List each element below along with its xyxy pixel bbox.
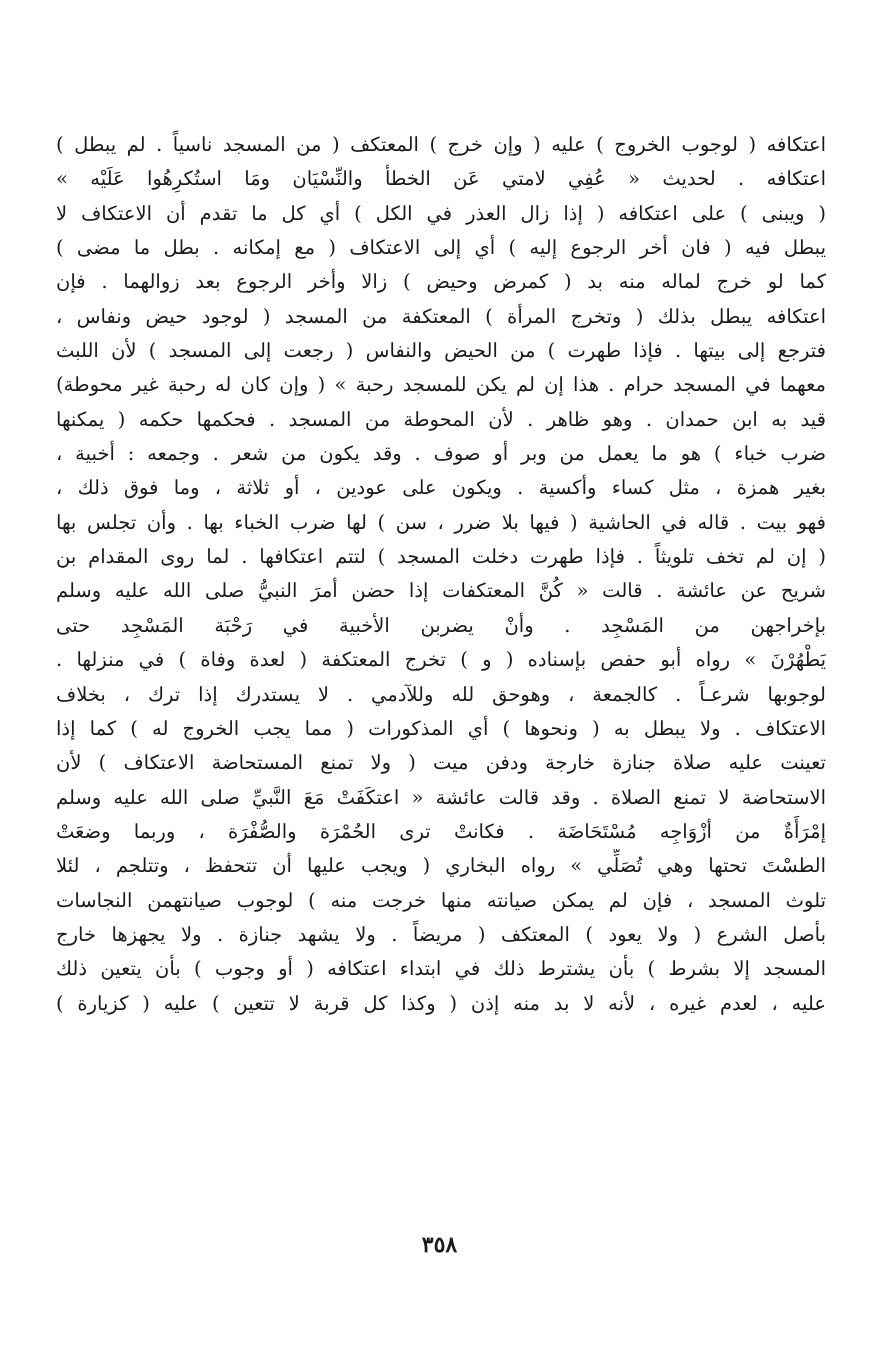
text-line: يبطل فيه ( فان أخر الرجوع إليه ) أي إلى الاعتكاف ( مع إمكانه . بطل ما مضى ) xyxy=(56,236,826,260)
text-line: فهو بيت . قاله في الحاشية ( فيها بلا ضرر ، سن ) لها ضرب الخباء بها . وأن تجلس بها xyxy=(56,510,826,534)
page-number: ٣٥٨ xyxy=(421,1232,458,1258)
text-line: ضرب خباء ) هو ما يعمل من وبر أو صوف . وقد يكون من شعر . وجمعه : أخبية ، xyxy=(56,442,826,466)
text-line: بغير همزة ، مثل كساء وأكسية . ويكون على عودين ، أو ثلاثة ، وما فوق ذلك ، xyxy=(56,476,826,500)
text-line: بأصل الشرع ( ولا يعود ) المعتكف ( مريضاً . ولا يشهد جنازة . ولا يجهزها خارج xyxy=(56,922,826,946)
text-line: الاعتكاف . ولا يبطل به ( ونحوها ) أي المذكورات ( مما يجب الخروج له ) كما إذا xyxy=(56,716,826,740)
text-line: تلوث المسجد ، فإن لم يمكن صيانته منها خرجت منه ) لوجوب صيانتهمن النجاسات xyxy=(56,888,826,912)
text-line: اعتكافه . لحديث « عُفِي لامتي عَن الخطأ والنِّسْيَان ومَا استُكرِهُوا عَلَيْه » xyxy=(56,167,826,191)
text-line: المسجد إلا بشرط ) بأن يشترط ذلك في ابتداء اعتكافه ( أو وجوب ) بأن يتعين ذلك xyxy=(56,957,826,981)
text-line: اعتكافه ( لوجوب الخروج ) عليه ( وإن خرج ) المعتكف ( من المسجد ناسياً . لم يبطل ) xyxy=(56,133,826,156)
text-line: ( ويبنى ) على اعتكافه ( إذا زال العذر في الكل ) أي كل ما تقدم أن الاعتكاف لا xyxy=(56,201,826,225)
body-text xyxy=(56,128,826,1021)
text-line: شريح عن عائشة . قالت « كُنَّ المعتكفات إذا حضن أمرَ النبيُّ صلى الله عليه وسلم xyxy=(56,579,826,603)
text-line: الطسْتَ تحتها وهي تُصَلِّي » رواه البخاري ( ويجب عليها أن تتحفظ ، وتتلجم ، لئلا xyxy=(56,854,826,878)
text-line: اعتكافه يبطل بذلك ( وتخرج المرأة ) المعتكفة من المسجد ( لوجود حيض ونفاس ، xyxy=(56,304,826,328)
text-line: تعينت عليه صلاة جنازة خارجة ودفن ميت ( ولا تمنع المستحاضة الاعتكاف ) لأن xyxy=(56,751,826,775)
text-line: لوجوبها شرعـاً . كالجمعة ، وهوحق لله وللآدمي . لا يستدرك إذا ترك ، بخلاف xyxy=(56,682,826,706)
text-line: ( إن لم تخف تلويثاً . فإذا طهرت دخلت المسجد ) لتتم اعتكافها . لما روى المقدام بن xyxy=(56,545,826,569)
text-line: الاستحاضة لا تمنع الصلاة . وقد قالت عائشة « اعتكَفَتْ مَعَ النَّبيِّ صلى الله عليه وسلم xyxy=(56,785,826,809)
text-line: كما لو خرج لماله منه بد ( كمرض وحيض ) زالا وأخر الرجوع بعد زوالهما . فإن xyxy=(56,270,826,294)
text-line: فترجع إلى بيتها . فإذا طهرت ) من الحيض والنفاس ( رجعت إلى المسجد ) لأن اللبث xyxy=(56,339,826,363)
text-line: قيد به ابن حمدان . وهو ظاهر . لأن المحوطة من المسجد . فحكمها حكمه ( يمكنها xyxy=(56,407,826,431)
text-line: إمْرَأَةٌ من أزْوَاجِه مُسْتَحَاضَة . فكانتْ ترى الحُمْرَة والصُّفْرَة ، وربما وضعَتْ xyxy=(56,819,826,843)
text-line: يَطْهُرْنَ » رواه أبو حفص بإسناده ( و ) تخرج المعتكفة ( لعدة وفاة ) في منزلها . xyxy=(56,648,826,672)
text-line: بإخراجهن من المَسْجِد . وأنْ يضربن الأخبية في رَحْبَة المَسْجِد حتى xyxy=(56,613,826,637)
text-line: عليه ، لعدم غيره ، لأنه لا بد منه إذن ( وكذا كل قربة لا تتعين ) عليه ( كزيارة ) xyxy=(56,991,826,1015)
text-line: معهما في المسجد حرام . هذا إن لم يكن للمسجد رحبة » ( وإن كان له رحبة غير محوطة) xyxy=(56,373,826,397)
